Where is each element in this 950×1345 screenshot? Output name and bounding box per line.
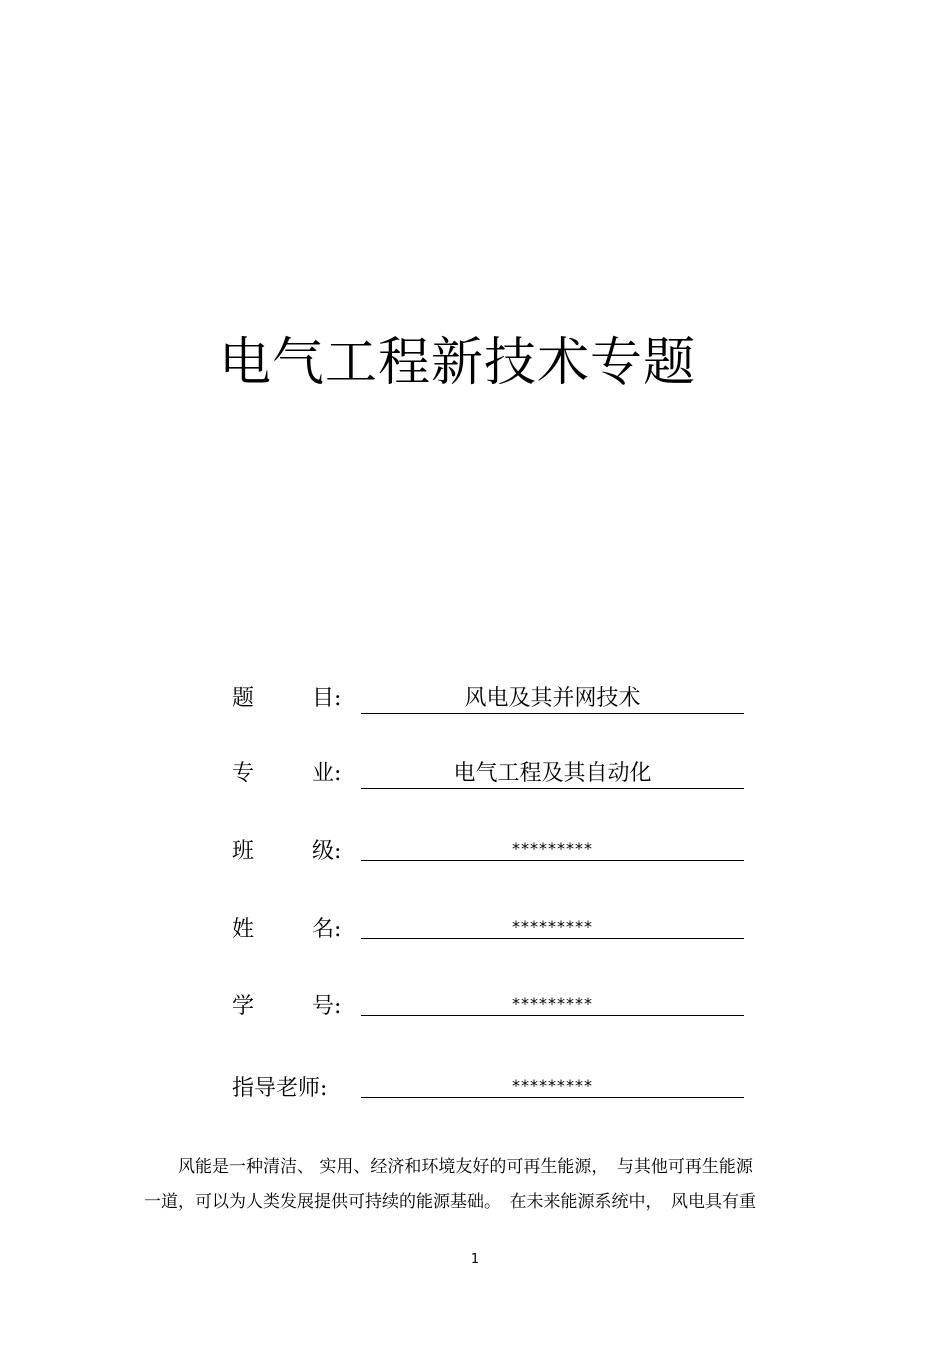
major-colon: :: [334, 761, 342, 786]
topic-colon: :: [334, 686, 342, 711]
student-id-colon: :: [334, 994, 342, 1019]
student-id-field: [232, 993, 744, 1033]
class-value: *********: [361, 838, 744, 861]
class-field: [232, 838, 744, 878]
advisor-value: *********: [361, 1075, 744, 1098]
student-id-label-char-2: 号: [312, 994, 335, 1019]
paragraph-line-2: 一道，可以为人类发展提供可持续的能源基础。 在未来能源系统中， 风电具有重: [144, 1192, 756, 1212]
major-field: [232, 760, 744, 800]
class-colon: :: [334, 839, 342, 864]
document-title: 电气工程新技术专题: [218, 333, 696, 393]
page-number: 1: [470, 1252, 480, 1267]
topic-label-char-1: 题: [232, 686, 255, 711]
advisor-label: 指导老师:: [232, 1076, 328, 1101]
major-value: 电气工程及其自动化: [361, 760, 744, 789]
abstract-paragraph: [144, 1150, 804, 1220]
paragraph-line-1: 风能是一种清洁、 实用、经济和环境友好的可再生能源， 与其他可再生能源: [178, 1157, 753, 1177]
student-id-label-char-1: 学: [232, 994, 255, 1019]
name-value: *********: [361, 916, 744, 939]
name-label-char-1: 姓: [232, 917, 255, 942]
student-id-value: *********: [361, 993, 744, 1016]
name-field: [232, 916, 744, 956]
class-label-char-1: 班: [232, 839, 255, 864]
major-label-char-1: 专: [232, 761, 255, 786]
name-colon: :: [334, 917, 342, 942]
topic-field: [232, 685, 744, 725]
name-label-char-2: 名: [312, 917, 335, 942]
advisor-field: [232, 1075, 744, 1115]
topic-label-char-2: 目: [312, 686, 335, 711]
class-label-char-2: 级: [312, 839, 335, 864]
major-label-char-2: 业: [312, 761, 335, 786]
topic-value: 风电及其并网技术: [361, 685, 744, 714]
